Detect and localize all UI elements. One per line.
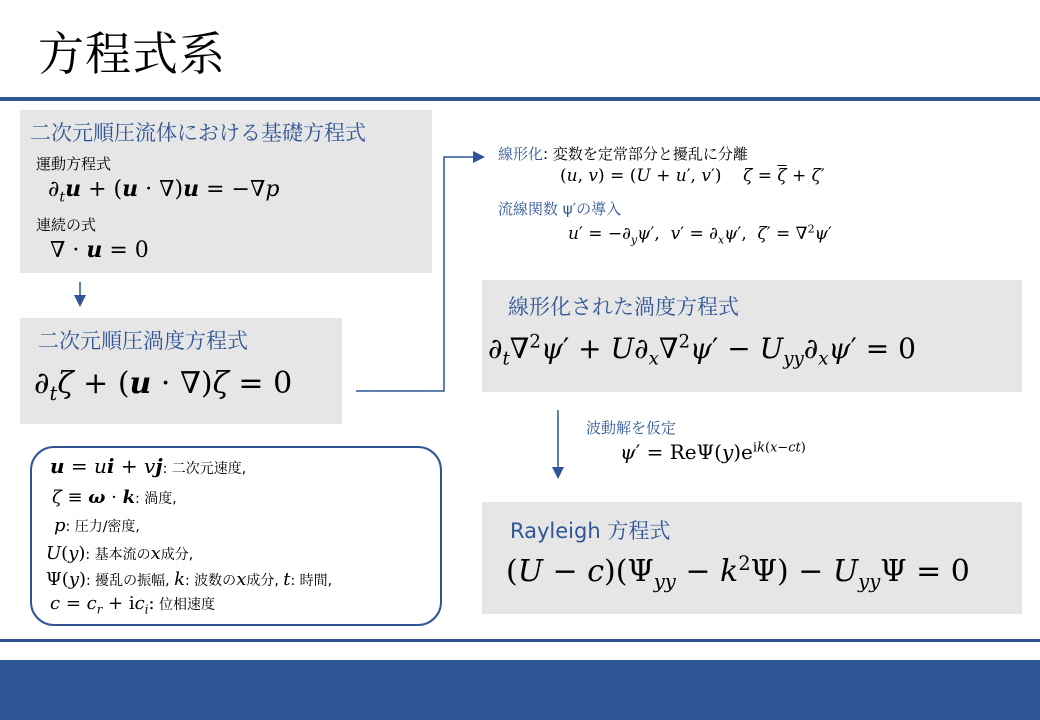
motion-equation: $\partial_tu + (u \cdot \nabla)u = -\nabla p$ [48,176,280,206]
linear-vorticity-panel [482,280,1022,392]
rayleigh-title: Rayleigh 方程式 [510,519,671,543]
rayleigh-panel [482,502,1022,614]
definition-pressure: p: 圧力/密度, [54,515,140,536]
definition-basic-flow: U(y): 基本流のx成分, [46,543,194,564]
definition-velocity: u = ui + vj: 二次元速度, [50,454,247,478]
vorticity-equation: $\partial_t\zeta + (u \cdot \nabla)\zeta = 0$ [34,366,293,405]
vorticity-equation-panel [20,318,342,424]
definitions-box [30,446,442,626]
footer-rule [0,639,1040,642]
linearization-decomposition: (u, v) = (U + u′, v′) $\zeta = \overline{\zeta} + \zeta'$ [560,166,825,186]
arrow-vorticity-to-linearization [356,157,482,391]
linear-vorticity-equation: $\partial_t\nabla^2\psi' + U\partial_x\nabla^2\psi' - U_{yy}\partial_x\psi' = 0$ [488,331,916,370]
footer-band [0,660,1040,720]
wave-solution-label: 波動解を仮定 [586,419,677,437]
wave-solution-equation: $\psi' = Re\Psi(y)e^{ik(x-ct)}$ [620,440,806,464]
continuity-equation: ∇ · u = 0 [50,237,149,263]
linearization-label [498,144,748,164]
definition-disturbance: Ψ(y): 擾乱の振幅, k: 波数のx成分, t: 時間, [46,569,333,590]
definition-vorticity: ζ ≡ ω · k: 渦度, [52,487,177,508]
basic-equations-title: 二次元順圧流体における基礎方程式 [30,121,366,145]
linearization-keyword: 線形化 [498,145,544,163]
slide-title: 方程式系 [38,27,226,81]
streamfunction-label: 流線関数 ψ′の導入 [498,200,622,218]
continuity-equation-label: 連続の式 [36,216,97,234]
streamfunction-relations: $u' = -\partial_y\psi'$, $v' = \partial_x\psi'$, ζ′ = ∇$^2$ψ′ [568,222,832,247]
linear-vorticity-title: 線形化された渦度方程式 [508,295,739,319]
linearization-description: : 変数を定常部分と擾乱に分離 [543,145,748,163]
vorticity-equation-title: 二次元順圧渦度方程式 [38,329,248,353]
motion-equation-label: 運動方程式 [36,155,112,173]
definition-phase-speed: $c = c_r + ic_i$: 位相速度 [50,593,215,617]
rayleigh-equation: $(U - c)(\Psi_{yy} - k^2\Psi) - U_{yy}\Psi = 0$ [506,552,970,593]
